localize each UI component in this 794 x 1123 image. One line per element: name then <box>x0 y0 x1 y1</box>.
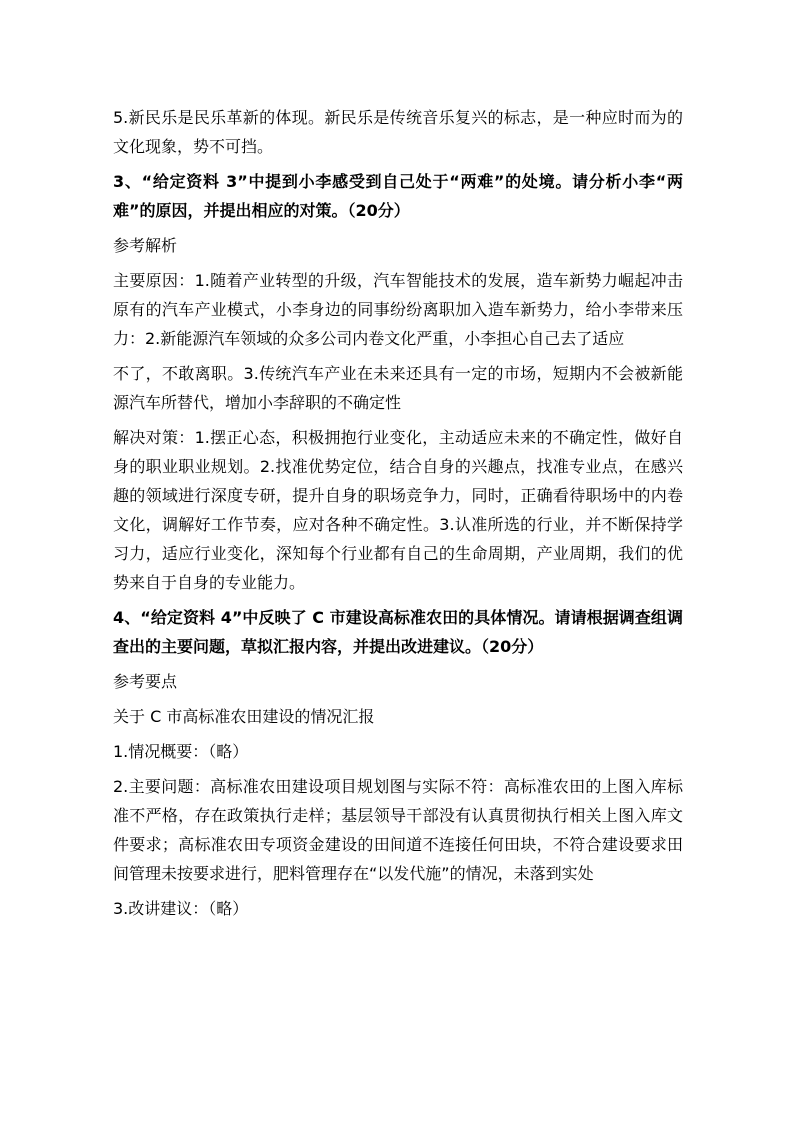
q3-main-reasons-para-1: 主要原因：1.随着产业转型的升级，汽车智能技术的发展，造车新势力崛起冲击原有的汽车产业模式，小李身边的同事纷纷离职加入造车新势力，给小李带来压力：2.新能源汽车领域的众多公司内卷文化严重，小李担心自己去了适应 <box>113 271 683 348</box>
q4-item-suggestions: 3.改讲建议：（略） <box>113 899 249 918</box>
q4-item-problems: 2.主要问题：高标准农田建设项目规划图与实际不符：高标准农田的上图入库标准不严格，存在政策执行走样；基层领导干部没有认真贯彻执行相关上图入库文件要求；高标准农田专项资金建设的田间道不连接任何田块，不符合建设要求田间管理未按要求进行，肥料管理存在“以发代施”的情况，未落到实处 <box>113 777 683 883</box>
document-body <box>113 103 683 929</box>
question-3-heading: 3、“给定资料 3”中提到小李感受到自己处于“两难”的处境。请分析小李“两难”的原因，并提出相应的对策。（20分） <box>113 172 683 220</box>
q4-item-overview: 1.情况概要：（略） <box>113 742 249 761</box>
point-5-new-folk-music: 5.新民乐是民乐革新的体现。新民乐是传统音乐复兴的标志，是一种应时而为的文化现象，势不可挡。 <box>113 108 683 156</box>
q3-main-reasons-para-2: 不了，不敢离职。3.传统汽车产业在未来还具有一定的市场，短期内不会被新能源汽车所替代，增加小李辞职的不确定性 <box>113 364 683 412</box>
q4-report-title: 关于 C 市高标准农田建设的情况汇报 <box>113 707 375 726</box>
question-4-heading: 4、“给定资料 4”中反映了 C 市建设高标准农田的具体情况。请请根据调查组调查出的主要问题，草拟汇报内容，并提出改进建议。（20分） <box>113 608 683 656</box>
q3-solutions-para: 解决对策：1.摆正心态，积极拥抱行业变化，主动适应未来的不确定性，做好自身的职业职业规划。2.找准优势定位，结合自身的兴趣点，找准专业点，在感兴趣的领域进行深度专研，提升自身的职场竞争力，同时，正确看待职场中的内卷文化，调解好工作节奏，应对各种不确定性。3.认准所选的行业，并不断保持学习力，适应行业变化，深知每个行业都有自己的生命周期，产业周期，我们的优势来自于自身的专业能力。 <box>113 428 683 592</box>
q3-reference-analysis-label: 参考解析 <box>113 236 178 255</box>
q4-reference-points-label: 参考要点 <box>113 672 178 691</box>
